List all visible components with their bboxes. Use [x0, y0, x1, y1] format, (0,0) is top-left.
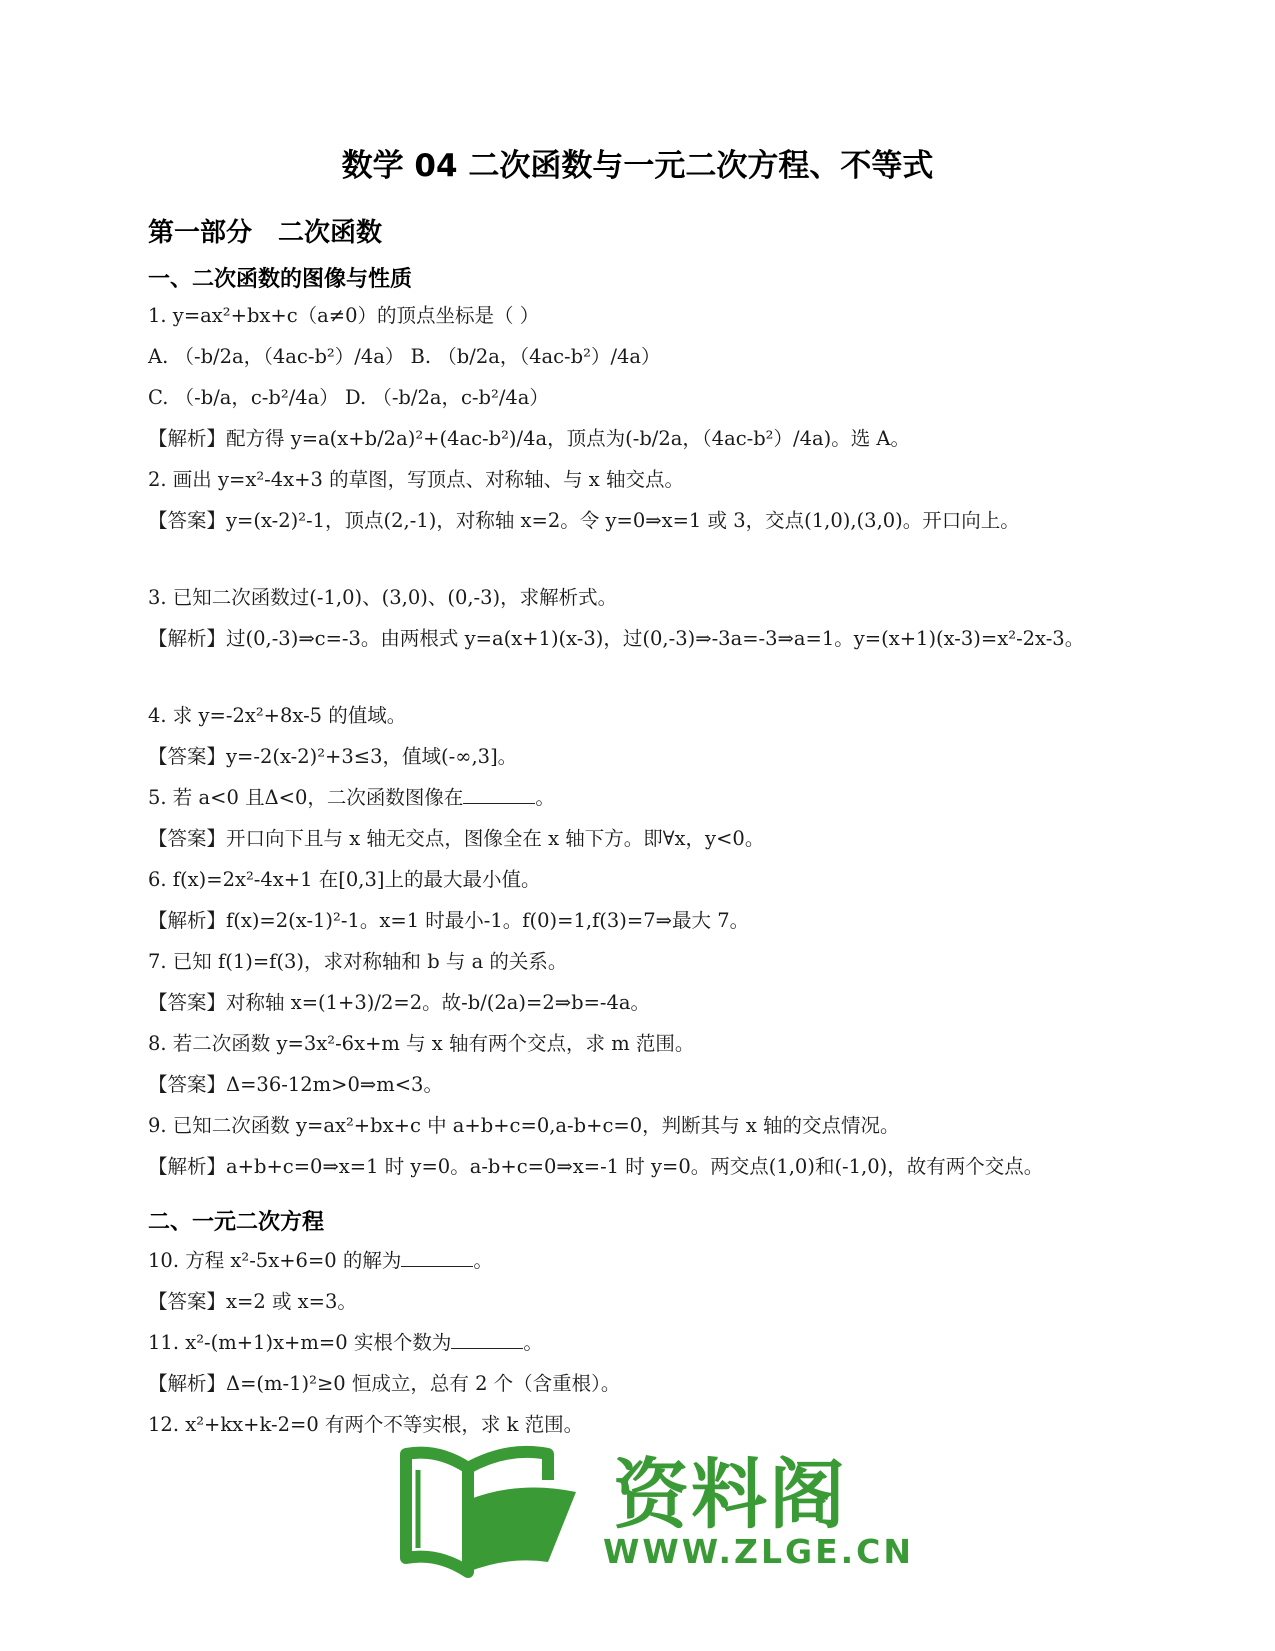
answer-7: 【答案】对称轴 x=(1+3)/2=2。故-b/(2a)=2⇒b=-4a。	[148, 991, 651, 1014]
answer-2: 【答案】y=(x-2)²-1，顶点(2,-1)，对称轴 x=2。令 y=0⇒x=1 或 3，交点(1,0),(3,0)。开口向上。	[148, 509, 1020, 532]
answer-1: 【解析】配方得 y=a(x+b/2a)²+(4ac-b²)/4a，顶点为(-b/2a，（4ac-b²）/4a)。选 A。	[148, 427, 910, 450]
question-1-options-ab: A. （-b/2a，（4ac-b²）/4a） B. （b/2a，（4ac-b²）/4a）	[148, 345, 661, 368]
answer-9: 【解析】a+b+c=0⇒x=1 时 y=0。a-b+c=0⇒x=-1 时 y=0。两交点(1,0)和(-1,0)，故有两个交点。	[148, 1155, 1044, 1178]
part-heading: 第一部分 二次函数	[148, 218, 383, 248]
question-4: 4. 求 y=-2x²+8x-5 的值域。	[148, 704, 407, 727]
question-5: 5. 若 a<0 且Δ<0，二次函数图像在 。	[148, 786, 555, 809]
logo-url: WWW.ZLGE.CN	[603, 1532, 915, 1571]
answer-10: 【答案】x=2 或 x=3。	[148, 1290, 357, 1313]
fill-blank	[401, 1250, 473, 1267]
answer-6: 【解析】f(x)=2(x-1)²-1。x=1 时最小-1。f(0)=1,f(3)=7⇒最大 7。	[148, 909, 750, 932]
logo-text: 资料阁	[613, 1450, 847, 1539]
question-3: 3. 已知二次函数过(-1,0)、(3,0)、(0,-3)，求解析式。	[148, 586, 618, 609]
answer-4: 【答案】y=-2(x-2)²+3≤3，值域(-∞,3]。	[148, 745, 518, 768]
question-9: 9. 已知二次函数 y=ax²+bx+c 中 a+b+c=0,a-b+c=0，判断其与 x 轴的交点情况。	[148, 1114, 900, 1137]
answer-3: 【解析】过(0,-3)⇒c=-3。由两根式 y=a(x+1)(x-3)，过(0,-3)⇒-3a=-3⇒a=1。y=(x+1)(x-3)=x²-2x-3。	[148, 627, 1085, 650]
answer-11: 【解析】Δ=(m-1)²≥0 恒成立，总有 2 个（含重根）。	[148, 1372, 621, 1395]
document-title: 数学 04 二次函数与一元二次方程、不等式	[341, 148, 934, 184]
book-icon	[398, 1440, 598, 1580]
watermark-logo	[398, 1440, 915, 1580]
fill-blank	[463, 787, 535, 804]
question-11: 11. x²-(m+1)x+m=0 实根个数为 。	[148, 1331, 543, 1354]
question-6: 6. f(x)=2x²-4x+1 在[0,3]上的最大最小值。	[148, 868, 541, 891]
question-1-options-cd: C. （-b/a，c-b²/4a） D. （-b/2a，c-b²/4a）	[148, 386, 549, 409]
fill-blank	[451, 1332, 523, 1349]
question-8: 8. 若二次函数 y=3x²-6x+m 与 x 轴有两个交点，求 m 范围。	[148, 1032, 695, 1055]
question-1: 1. y=ax²+bx+c（a≠0）的顶点坐标是（ ）	[148, 304, 540, 327]
question-10: 10. 方程 x²-5x+6=0 的解为 。	[148, 1249, 493, 1272]
question-12: 12. x²+kx+k-2=0 有两个不等实根，求 k 范围。	[148, 1413, 584, 1436]
question-2: 2. 画出 y=x²-4x+3 的草图，写顶点、对称轴、与 x 轴交点。	[148, 468, 685, 491]
answer-5: 【答案】开口向下且与 x 轴无交点，图像全在 x 轴下方。即∀x，y<0。	[148, 827, 765, 850]
answer-8: 【答案】Δ=36-12m>0⇒m<3。	[148, 1073, 443, 1096]
section-heading-1: 一、二次函数的图像与性质	[148, 267, 413, 292]
question-7: 7. 已知 f(1)=f(3)，求对称轴和 b 与 a 的关系。	[148, 950, 568, 973]
section-heading-2: 二、一元二次方程	[148, 1210, 325, 1235]
